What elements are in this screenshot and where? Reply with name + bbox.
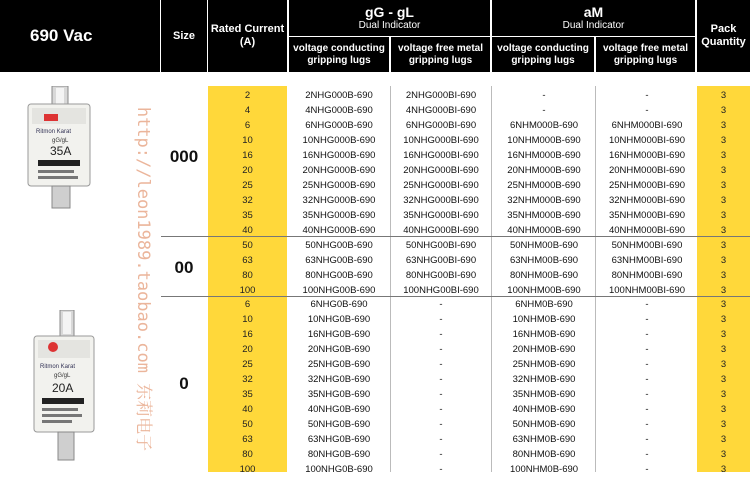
rated-current-cell: 35 [242,210,253,221]
am-conducting-cell: 16NHM000B-690 [507,150,581,161]
gg-conducting-cell: 10NHG000B-690 [302,135,376,146]
rated-current-cell: 80 [242,449,253,460]
rated-current-cell: 100 [239,464,256,475]
am-conducting-cell: 6NHM000B-690 [509,120,579,131]
gg-conducting-cell: 32NHG000B-690 [302,195,376,206]
am-free-cell: - [645,105,649,116]
am-free-cell: 50NHM00BI-690 [611,240,683,251]
am-conducting-cell: 32NHM0B-690 [512,374,576,385]
table-row [208,328,750,342]
am-free-cell: 10NHM000BI-690 [608,135,686,146]
table-row [208,254,750,268]
watermark-text: http://leon1989.taobao.com 东莉电子 [133,106,153,452]
rated-current-cell: 32 [242,374,253,385]
table-row [208,194,750,208]
am-conducting-cell: 25NHM000B-690 [507,180,581,191]
gg-conducting-cell: 40NHG0B-690 [307,404,371,415]
gg-conducting-cell: 16NHG0B-690 [307,329,371,340]
am-free-cell: - [645,314,649,325]
fuse-brand: Ritmon Karat [36,129,72,135]
pack-qty-cell: 3 [720,434,727,445]
table-row [208,433,750,447]
rated-current-cell: 32 [242,195,253,206]
rated-current-cell: 2 [244,90,251,101]
gg-free-cell: 16NHG000BI-690 [403,150,479,161]
gg-conducting-header: voltage conducting gripping lugs [289,37,389,72]
table-row [208,89,750,103]
rated-current-cell: 20 [242,344,253,355]
gg-free-cell: - [439,374,443,385]
size-label-0: 0 [179,374,189,393]
table-row [208,418,750,432]
gg-conducting-cell: 6NHG000B-690 [305,120,373,131]
am-conducting-cell: 20NHM0B-690 [512,344,576,355]
gg-free-header: voltage free metal gripping lugs [391,37,490,72]
table-row [208,358,750,372]
rated-current-cell: 50 [242,419,253,430]
am-conducting-cell: 25NHM0B-690 [512,359,576,370]
gg-conducting-cell: 50NHG00B-690 [305,240,373,251]
am-free-cell: - [645,419,649,430]
fuse-type: gG/gL [52,138,69,144]
rated-current-cell: 40 [242,225,253,236]
pack-qty-cell: 3 [720,105,727,116]
pack-qty-cell: 3 [720,285,727,296]
pack-qty-cell: 3 [720,464,727,475]
fuse-rating: 35A [50,144,72,158]
gg-free-cell: - [439,464,443,475]
am-free-cell: - [645,344,649,355]
table-row [208,448,750,462]
am-conducting-cell: 63NHM0B-690 [512,434,576,445]
am-free-cell: 16NHM000BI-690 [608,150,686,161]
gg-free-cell: - [439,314,443,325]
gg-free-cell: 25NHG000BI-690 [403,180,479,191]
fuse-type: gG/gL [54,373,71,379]
gg-free-cell: 50NHG00BI-690 [405,240,477,251]
gg-free-cell: - [439,299,443,310]
gg-conducting-cell: 16NHG000B-690 [302,150,376,161]
gg-conducting-cell: 50NHG0B-690 [307,419,371,430]
gg-free-cell: 35NHG000BI-690 [403,210,479,221]
gg-conducting-cell: 35NHG000B-690 [302,210,376,221]
gg-free-cell: - [439,389,443,400]
am-free-cell: 100NHM00BI-690 [608,285,686,296]
pack-qty-cell: 3 [720,195,727,206]
gg-title: gG - gL [365,3,414,20]
table-row [208,164,750,178]
am-free-cell: - [645,299,649,310]
am-conducting-cell: 40NHM0B-690 [512,404,576,415]
gg-conducting-cell: 80NHG0B-690 [307,449,371,460]
am-conducting-cell: 50NHM0B-690 [512,419,576,430]
am-free-cell: - [645,449,649,460]
gg-free-cell: 20NHG000BI-690 [403,165,479,176]
am-conducting-cell: 16NHM0B-690 [512,329,576,340]
gg-free-cell: 32NHG000BI-690 [403,195,479,206]
pack-qty-cell: 3 [720,359,727,370]
am-title: aM [583,3,604,20]
gg-conducting-cell: 80NHG00B-690 [305,270,373,281]
gg-conducting-cell: 100NHG0B-690 [305,464,373,475]
voltage-title: 690 Vac [0,0,160,72]
am-free-cell: 40NHM000BI-690 [608,225,686,236]
am-free-cell: - [645,389,649,400]
am-free-cell: 63NHM00BI-690 [611,255,683,266]
am-free-cell: - [645,329,649,340]
pack-qty-cell: 3 [720,389,727,400]
am-free-cell: 6NHM000BI-690 [611,120,683,131]
am-conducting-cell: 63NHM00B-690 [509,255,579,266]
rated-current-cell: 6 [244,299,251,310]
table-row [208,119,750,133]
table-row [208,388,750,402]
am-free-cell: 80NHM00BI-690 [611,270,683,281]
gg-free-cell: 6NHG000BI-690 [405,120,477,131]
rated-current-cell: 100 [239,285,256,296]
pack-quantity-header: Pack Quantity [697,0,750,72]
table-row [208,298,750,312]
rated-current-cell: 10 [242,135,253,146]
pack-qty-cell: 3 [720,225,727,236]
gg-free-cell: - [439,449,443,460]
am-conducting-cell: 50NHM00B-690 [509,240,579,251]
rated-current-cell: 80 [242,270,253,281]
pack-qty-cell: 3 [720,120,727,131]
am-conducting-cell: 35NHM0B-690 [512,389,576,400]
gg-free-cell: 10NHG000BI-690 [403,135,479,146]
table-row [208,269,750,283]
gg-conducting-cell: 63NHG0B-690 [307,434,371,445]
rated-current-cell: 6 [244,120,251,131]
gg-conducting-cell: 25NHG000B-690 [302,180,376,191]
gg-free-cell: 63NHG00BI-690 [405,255,477,266]
gg-free-cell: 2NHG000BI-690 [405,90,477,101]
am-free-cell: 20NHM000BI-690 [608,165,686,176]
table-row [208,134,750,148]
table-row [208,343,750,357]
am-conducting-cell: 80NHM0B-690 [512,449,576,460]
fuse-image-bottom [28,310,104,462]
table-row [208,284,750,298]
am-conducting-cell: 40NHM000B-690 [507,225,581,236]
am-conducting-cell: - [542,90,546,101]
am-free-cell: - [645,404,649,415]
am-conducting-cell: 20NHM000B-690 [507,165,581,176]
rated-current-cell: 63 [242,255,253,266]
table-row [208,104,750,118]
rated-current-cell: 63 [242,434,253,445]
gg-free-cell: - [439,419,443,430]
rated-current-cell: 16 [242,329,253,340]
am-conducting-cell: 10NHM000B-690 [507,135,581,146]
am-conducting-cell: 100NHM0B-690 [509,464,579,475]
am-conducting-cell: 80NHM00B-690 [509,270,579,281]
pack-qty-cell: 3 [720,255,727,266]
rated-current-cell: 10 [242,314,253,325]
pack-qty-cell: 3 [720,419,727,430]
gg-free-cell: - [439,434,443,445]
table-row [208,373,750,387]
table-row [208,313,750,327]
pack-qty-cell: 3 [720,374,727,385]
rated-current-cell: 4 [244,105,251,116]
pack-qty-cell: 3 [720,314,727,325]
pack-qty-cell: 3 [720,404,727,415]
am-conducting-cell: 6NHM0B-690 [515,299,573,310]
am-free-cell: - [645,90,649,101]
am-conducting-cell: 100NHM00B-690 [507,285,581,296]
pack-qty-cell: 3 [720,150,727,161]
gg-conducting-cell: 20NHG000B-690 [302,165,376,176]
pack-qty-cell: 3 [720,299,727,310]
pack-qty-cell: 3 [720,270,727,281]
rated-current-cell: 25 [242,359,253,370]
gg-subtitle: Dual Indicator [358,19,421,31]
pack-qty-cell: 3 [720,329,727,340]
am-free-cell: - [645,464,649,475]
rated-current-cell: 40 [242,404,253,415]
table-row [208,179,750,193]
gg-conducting-cell: 6NHG0B-690 [310,299,368,310]
gg-conducting-cell: 63NHG00B-690 [305,255,373,266]
am-free-header: voltage free metal gripping lugs [596,37,695,72]
am-conducting-cell: 35NHM000B-690 [507,210,581,221]
pack-qty-cell: 3 [720,180,727,191]
rated-current-cell: 25 [242,180,253,191]
size-header: Size [161,0,207,72]
pack-qty-cell: 3 [720,210,727,221]
gg-free-cell: 80NHG00BI-690 [405,270,477,281]
fuse-brand: Ritmon Karat [40,364,76,370]
am-free-cell: 32NHM000BI-690 [608,195,686,206]
gg-free-cell: 40NHG000BI-690 [403,225,479,236]
gg-free-cell: - [439,329,443,340]
size-label-00: 00 [174,258,194,277]
am-conducting-cell: 10NHM0B-690 [512,314,576,325]
am-free-cell: 25NHM000BI-690 [608,180,686,191]
am-conducting-cell: - [542,105,546,116]
gg-conducting-cell: 25NHG0B-690 [307,359,371,370]
gg-conducting-cell: 10NHG0B-690 [307,314,371,325]
gg-conducting-cell: 20NHG0B-690 [307,344,371,355]
rated-current-cell: 16 [242,150,253,161]
table-row [208,209,750,223]
am-conducting-header: voltage conducting gripping lugs [492,37,594,72]
gg-group-header [289,0,490,36]
rated-current-cell: 35 [242,389,253,400]
pack-qty-cell: 3 [720,344,727,355]
am-subtitle: Dual Indicator [562,19,625,31]
table-row [208,403,750,417]
gg-conducting-cell: 35NHG0B-690 [307,389,371,400]
pack-qty-cell: 3 [720,165,727,176]
am-group-header [492,0,695,36]
gg-conducting-cell: 2NHG000B-690 [305,90,373,101]
table-row [208,463,750,477]
gg-free-cell: - [439,359,443,370]
gg-free-cell: 4NHG000BI-690 [405,105,477,116]
watermark [118,86,158,472]
fuse-rating: 20A [52,381,74,395]
table-row [208,149,750,163]
am-free-cell: - [645,374,649,385]
rated-current-cell: 20 [242,165,253,176]
gg-free-cell: - [439,404,443,415]
pack-qty-cell: 3 [720,135,727,146]
gg-free-cell: 100NHG00BI-690 [403,285,479,296]
gg-conducting-cell: 100NHG00B-690 [302,285,376,296]
pack-qty-cell: 3 [720,90,727,101]
rated-current-header: Rated Current (A) [208,0,287,72]
fuse-image-top [22,86,102,210]
gg-conducting-cell: 40NHG000B-690 [302,225,376,236]
am-free-cell: 35NHM000BI-690 [608,210,686,221]
rated-current-cell: 50 [242,240,253,251]
pack-qty-cell: 3 [720,240,727,251]
am-conducting-cell: 32NHM000B-690 [507,195,581,206]
am-free-cell: - [645,434,649,445]
gg-conducting-cell: 32NHG0B-690 [307,374,371,385]
pack-qty-cell: 3 [720,449,727,460]
gg-conducting-cell: 4NHG000B-690 [305,105,373,116]
table-row [208,239,750,253]
size-label-000: 000 [169,147,199,166]
gg-free-cell: - [439,344,443,355]
am-free-cell: - [645,359,649,370]
table-row [208,224,750,238]
